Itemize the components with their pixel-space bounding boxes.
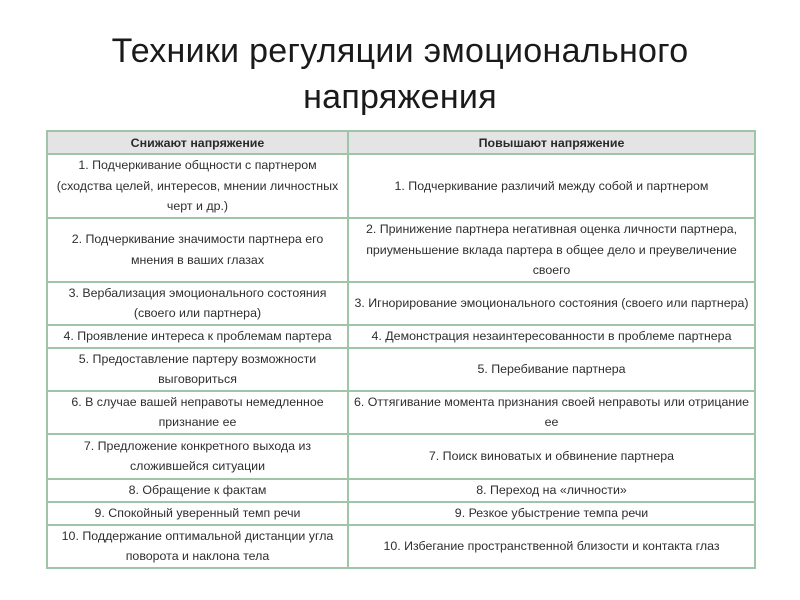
table-row bbox=[47, 391, 755, 434]
slide-title-line-1: Техники регуляции эмоционального bbox=[111, 32, 689, 70]
cell-increase: 9. Резкое убыстрение темпа речи bbox=[348, 502, 755, 525]
techniques-table-container bbox=[46, 130, 754, 569]
cell-decrease: 8. Обращение к фактам bbox=[47, 479, 348, 502]
cell-increase: 1. Подчеркивание различий между собой и партнером bbox=[348, 154, 755, 218]
table-row bbox=[47, 282, 755, 325]
cell-decrease: 6. В случае вашей неправоты немедленное признание ее bbox=[47, 391, 348, 434]
cell-increase: 5. Перебивание партнера bbox=[348, 348, 755, 391]
techniques-table bbox=[46, 130, 756, 569]
table-row bbox=[47, 502, 755, 525]
cell-increase: 6. Оттягивание момента признания своей неправоты или отрицание ее bbox=[348, 391, 755, 434]
header-decrease-tension: Снижают напряжение bbox=[47, 131, 348, 154]
table-row bbox=[47, 479, 755, 502]
slide-title bbox=[0, 28, 800, 120]
cell-increase: 8. Переход на «личности» bbox=[348, 479, 755, 502]
cell-increase: 7. Поиск виноватых и обвинение партнера bbox=[348, 434, 755, 479]
cell-decrease: 4. Проявление интереса к проблемам партера bbox=[47, 325, 348, 348]
cell-decrease: 3. Вербализация эмоционального состояния (своего или партнера) bbox=[47, 282, 348, 325]
table-row bbox=[47, 348, 755, 391]
cell-decrease: 7. Предложение конкретного выхода из сложившейся ситуации bbox=[47, 434, 348, 479]
cell-decrease: 5. Предоставление партеру возможности выговориться bbox=[47, 348, 348, 391]
cell-decrease: 9. Спокойный уверенный темп речи bbox=[47, 502, 348, 525]
table-row bbox=[47, 525, 755, 568]
table-row bbox=[47, 218, 755, 282]
cell-increase: 2. Принижение партнера негативная оценка личности партнера, приуменьшение вклада партера в общее дело и преувеличение своего bbox=[348, 218, 755, 282]
cell-decrease: 10. Поддержание оптимальной дистанции угла поворота и наклона тела bbox=[47, 525, 348, 568]
slide-title-line-2: напряжения bbox=[303, 78, 497, 116]
cell-decrease: 1. Подчеркивание общности с партнером (сходства целей, интересов, мнении личностных черт и др.) bbox=[47, 154, 348, 218]
table-row bbox=[47, 434, 755, 479]
table-header-row bbox=[47, 131, 755, 154]
cell-increase: 4. Демонстрация незаинтересованности в проблеме партнера bbox=[348, 325, 755, 348]
cell-decrease: 2. Подчеркивание значимости партнера его мнения в ваших глазах bbox=[47, 218, 348, 282]
header-increase-tension: Повышают напряжение bbox=[348, 131, 755, 154]
table-row bbox=[47, 325, 755, 348]
cell-increase: 10. Избегание пространственной близости и контакта глаз bbox=[348, 525, 755, 568]
cell-increase: 3. Игнорирование эмоционального состояния (своего или партнера) bbox=[348, 282, 755, 325]
table-row bbox=[47, 154, 755, 218]
